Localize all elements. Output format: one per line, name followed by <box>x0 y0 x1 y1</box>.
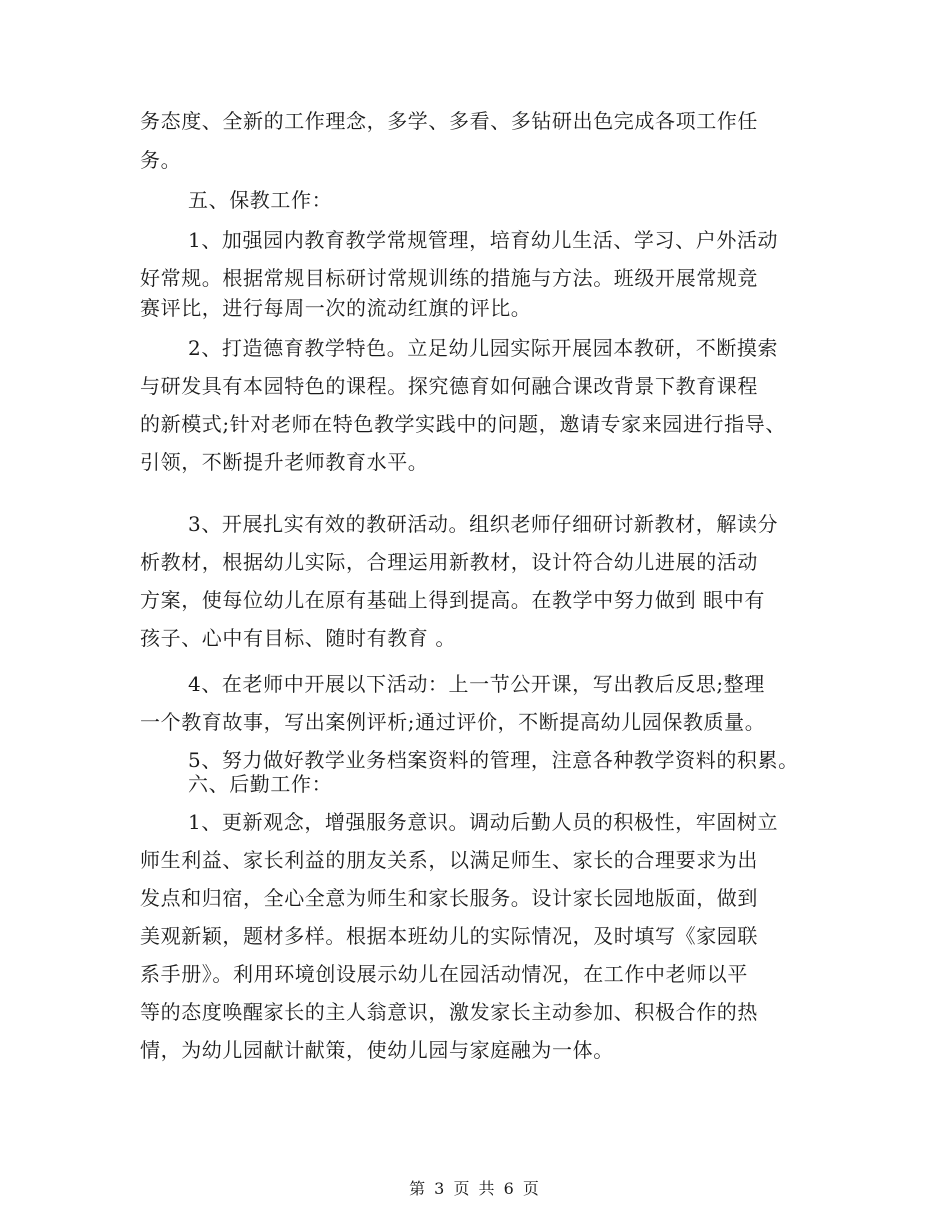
text-line: 美观新颖，题材多样。根据本班幼儿的实际情况，及时填写《家园联 <box>140 924 758 948</box>
text-line: 析教材，根据幼儿实际，合理运用新教材，设计符合幼儿进展的活动 <box>140 550 758 574</box>
text-line: 赛评比，进行每周一次的流动红旗的评比。 <box>140 296 532 320</box>
text-line: 孩子、心中有目标、随时有教育 。 <box>140 626 456 650</box>
text-line: 5、努力做好教学业务档案资料的管理，注意各种教学资料的积累。 <box>188 748 799 772</box>
section-heading-baojiao: 五、保教工作： <box>188 188 333 212</box>
text-line: 2、打造德育教学特色。立足幼儿园实际开展园本教研，不断摸索 <box>188 336 779 360</box>
section-heading-houqin: 六、后勤工作： <box>188 772 333 796</box>
text-line: 等的态度唤醒家长的主人翁意识，激发家长主动参加、积极合作的热 <box>140 1000 758 1024</box>
text-line: 系手册》。利用环境创设展示幼儿在园活动情况，在工作中老师以平 <box>140 962 748 986</box>
text-line: 一个教育故事，写出案例评析;通过评价，不断提高幼儿园保教质量。 <box>140 710 766 734</box>
text-line: 的新模式;针对老师在特色教学实践中的问题，邀请专家来园进行指导、 <box>140 412 786 436</box>
text-line: 发点和归宿，全心全意为师生和家长服务。设计家长园地版面，做到 <box>140 886 758 910</box>
text-line: 情，为幼儿园献计献策，使幼儿园与家庭融为一体。 <box>140 1038 614 1062</box>
text-line: 1、加强园内教育教学常规管理，培育幼儿生活、学习、户外活动 <box>188 228 779 252</box>
text-line: 好常规。根据常规目标研讨常规训练的措施与方法。班级开展常规竞 <box>140 266 758 290</box>
text-line: 与研发具有本园特色的课程。探究德育如何融合课改背景下教育课程 <box>140 374 758 398</box>
text-line: 引领，不断提升老师教育水平。 <box>140 450 429 474</box>
text-line: 方案，使每位幼儿在原有基础上得到提高。在教学中努力做到 眼中有 <box>140 588 765 612</box>
text-line: 3、开展扎实有效的教研活动。组织老师仔细研讨新教材，解读分 <box>188 512 779 536</box>
page-number-footer: 第 3 页 共 6 页 <box>409 1179 541 1198</box>
text-line: 4、在老师中开展以下活动：上一节公开课，写出教后反思;整理 <box>188 672 765 696</box>
text-line: 师生利益、家长利益的朋友关系，以满足师生、家长的合理要求为出 <box>140 848 758 872</box>
text-line: 务态度、全新的工作理念，多学、多看、多钻研出色完成各项工作任 <box>140 109 758 133</box>
text-line: 1、更新观念，增强服务意识。调动后勤人员的积极性，牢固树立 <box>188 810 779 834</box>
text-line: 务。 <box>140 148 182 172</box>
